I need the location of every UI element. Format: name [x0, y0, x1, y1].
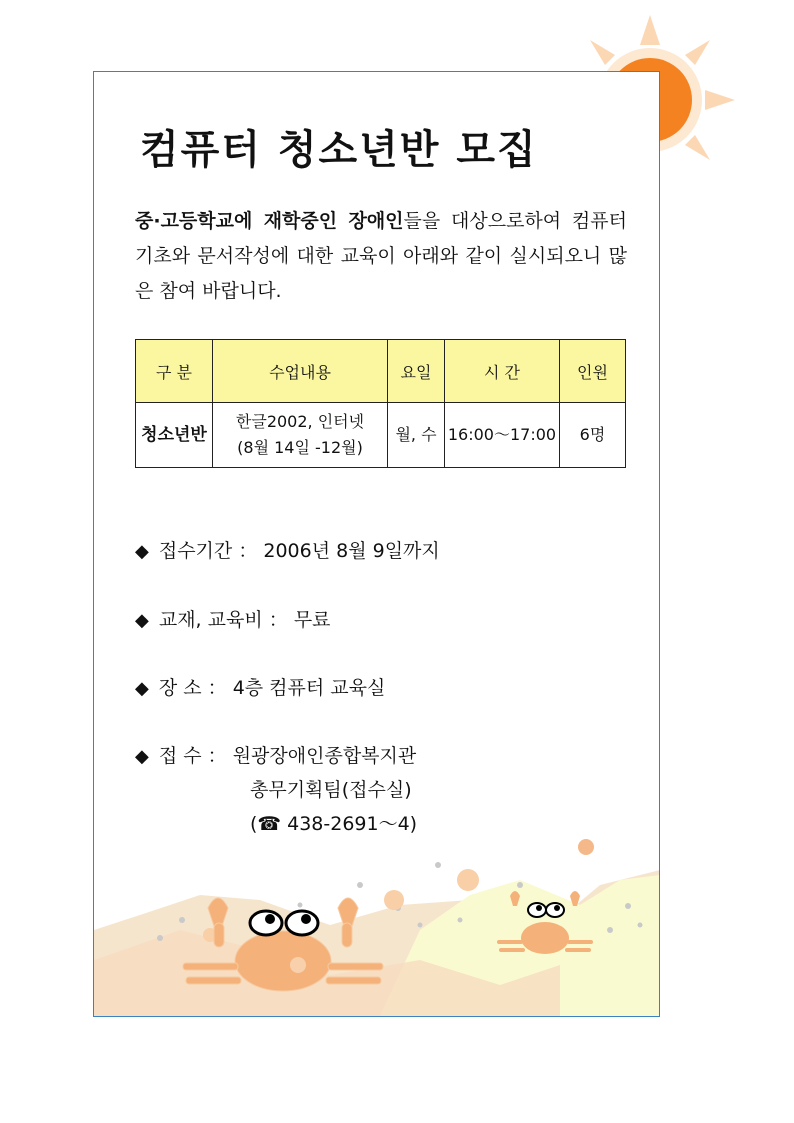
diamond-bullet-icon: ◆ [135, 541, 149, 562]
header-content: 수업내용 [213, 340, 388, 403]
header-category: 구 분 [136, 340, 213, 403]
poster-title: 컴퓨터 청소년반 모집 [140, 127, 538, 173]
info-place: ◆ 장 소 ： 4층 컴퓨터 교육실 [135, 677, 386, 699]
cell-category: 청소년반 [136, 403, 213, 468]
intro-highlight: 중·고등학교에 재학중인 장애인 [135, 210, 404, 232]
cell-content [213, 403, 388, 468]
cell-time: 16:00～17:00 [445, 403, 560, 468]
intro-paragraph [135, 204, 627, 309]
table-header-row [136, 340, 626, 403]
info-fee: ◆ 교재, 교육비 ： 무료 [135, 609, 331, 631]
cell-content-line1: 한글2002, 인터넷 [235, 412, 365, 431]
header-people: 인원 [560, 340, 626, 403]
contact-phone: (☎ 438-2691～4) [250, 813, 418, 835]
header-days: 요일 [388, 340, 445, 403]
info-period: ◆ 접수기간 ： 2006년 8월 9일까지 [135, 540, 440, 562]
table-row [136, 403, 626, 468]
diamond-bullet-icon: ◆ [135, 746, 149, 767]
cell-content-line2: (8월 14일 -12월) [237, 438, 363, 457]
crab-icon [495, 888, 595, 963]
diamond-bullet-icon: ◆ [135, 610, 149, 631]
header-time: 시 간 [445, 340, 560, 403]
diamond-bullet-icon: ◆ [135, 678, 149, 699]
info-registration: ◆ 접 수 ： 원광장애인종합복지관 [135, 745, 417, 767]
course-table [135, 339, 626, 468]
cell-people: 6명 [560, 403, 626, 468]
cell-days: 월, 수 [388, 403, 445, 468]
crab-icon [178, 893, 388, 1003]
contact-team: 총무기획팀(접수실) [250, 779, 412, 801]
intro-text: 들을 대상으로하여 컴퓨터 기초와 문서작성에 대한 교육이 아래와 같이 실시되오니 많은 참여 바랍니다. [135, 210, 627, 302]
